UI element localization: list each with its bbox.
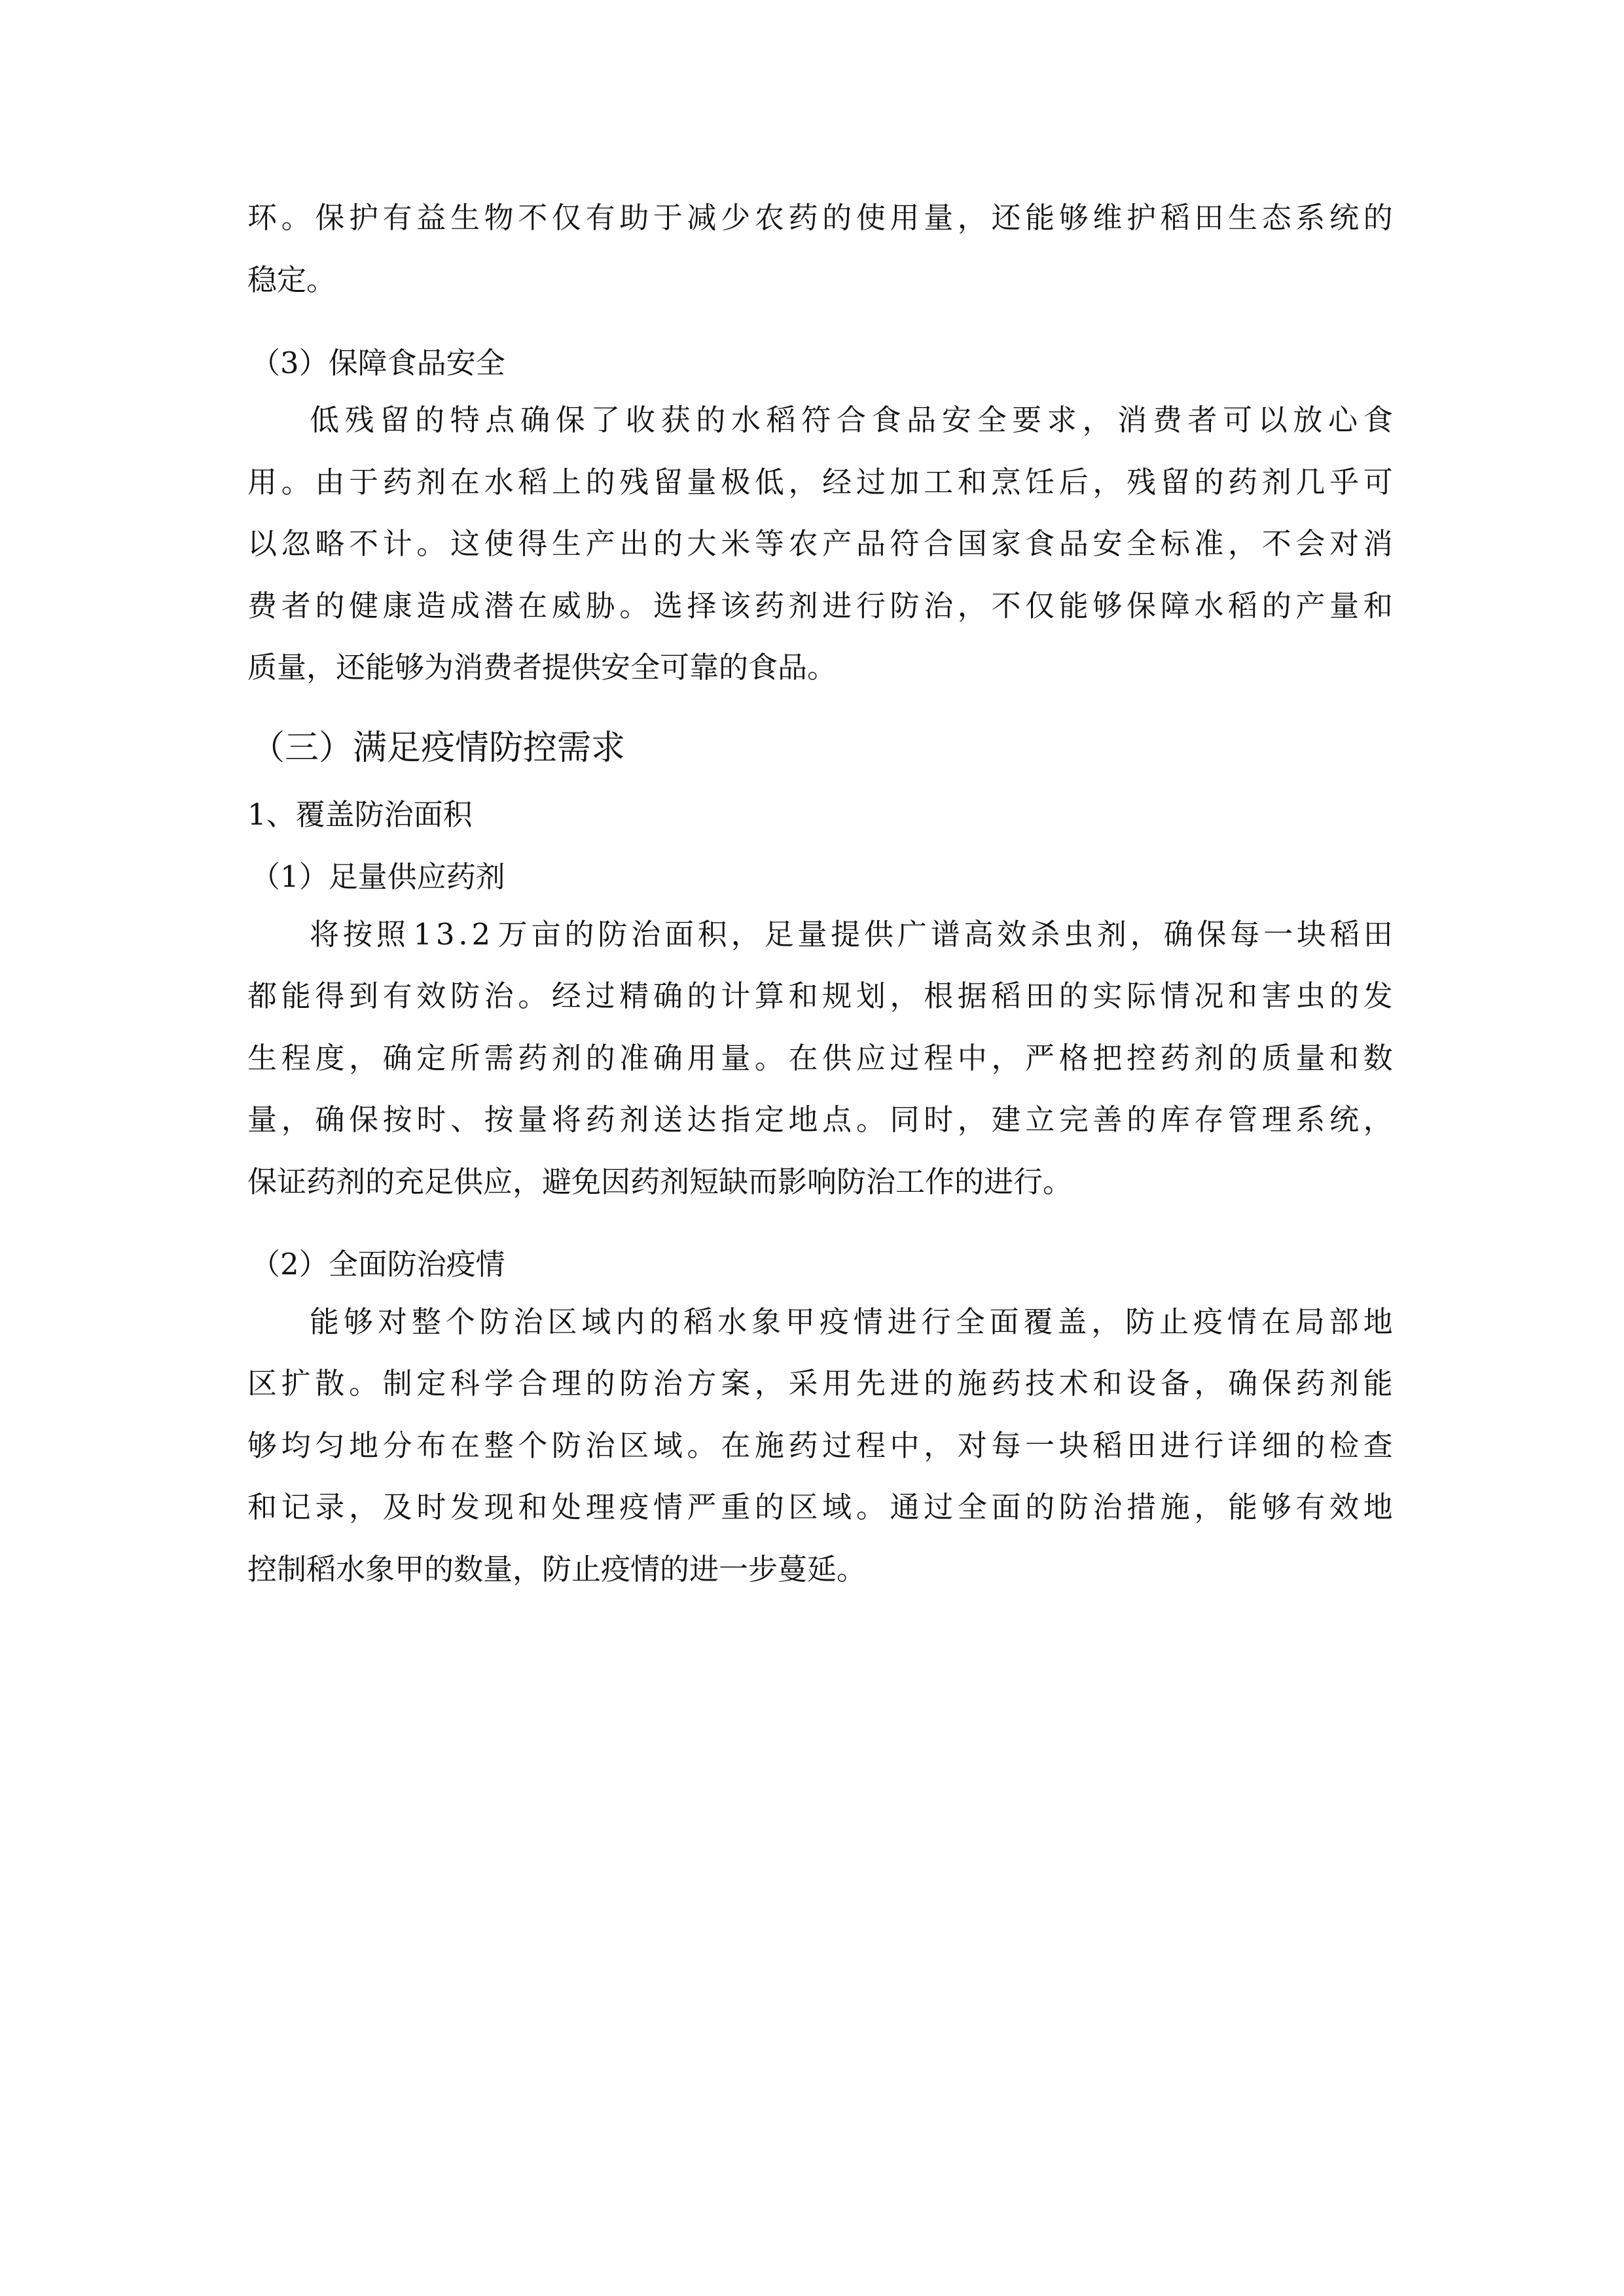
subheading-prevention: （2）全面防治疫情 — [251, 1247, 505, 1282]
paragraph-line: 稳定。 — [247, 262, 336, 297]
section-heading: （三）满足疫情防控需求 — [251, 728, 626, 768]
paragraph-line: 质量，还能够为消费者提供安全可靠的食品。 — [247, 650, 837, 685]
paragraph-line: 用 。 由 于 药 剂 在 水 稻 上 的 残 留 量 极 低 ， 经 过 加 工 和 烹 饪 后 ， 残 留 的 药 剂 几 乎 可 — [247, 465, 1393, 499]
paragraph-line: 能 够 对 整 个 防 治 区 域 内 的 稻 水 象 甲 疫 情 进 行 全 面 覆 盖 ， 防 止 疫 情 在 局 部 地 — [310, 1304, 1393, 1339]
paragraph-line: 环 。 保 护 有 益 生 物 不 仅 有 助 于 减 少 农 药 的 使 用 量 ， 还 能 够 维 护 稻 田 生 态 系 统 的 — [247, 200, 1393, 235]
subheading-supply: （1）足量供应药剂 — [251, 859, 505, 894]
paragraph-line: 低 残 留 的 特 点 确 保 了 收 获 的 水 稻 符 合 食 品 安 全 要 求 ， 消 费 者 可 以 放 心 食 — [310, 403, 1393, 437]
subheading-coverage: 1、覆盖防治面积 — [247, 797, 473, 832]
paragraph-line: 费 者 的 健 康 造 成 潜 在 威 胁 。 选 择 该 药 剂 进 行 防 治 ， 不 仅 能 够 保 障 水 稻 的 产 量 和 — [247, 588, 1393, 623]
paragraph-line: 够 均 匀 地 分 布 在 整 个 防 治 区 域 。 在 施 药 过 程 中 ， 对 每 一 块 稻 田 进 行 详 细 的 检 查 — [247, 1428, 1393, 1463]
paragraph-line: 将 按 照 1 3 . 2 万 亩 的 防 治 面 积 ， 足 量 提 供 广 谱 高 效 杀 虫 剂 ， 确 保 每 一 块 稻 田 — [310, 917, 1393, 952]
paragraph-line: 生 程 度 ， 确 定 所 需 药 剂 的 准 确 用 量 。 在 供 应 过 程 中 ， 严 格 把 控 药 剂 的 质 量 和 数 — [247, 1041, 1393, 1075]
paragraph-line: 控制稻水象甲的数量，防止疫情的进一步蔓延。 — [247, 1552, 867, 1587]
paragraph-line: 和 记 录 ， 及 时 发 现 和 处 理 疫 情 严 重 的 区 域 。 通 过 全 面 的 防 治 措 施 ， 能 够 有 效 地 — [247, 1490, 1393, 1524]
paragraph-line: 保证药剂的充足供应，避免因药剂短缺而影响防治工作的进行。 — [247, 1164, 1073, 1199]
paragraph-line: 都 能 得 到 有 效 防 治 。 经 过 精 确 的 计 算 和 规 划 ， 根 据 稻 田 的 实 际 情 况 和 害 虫 的 发 — [247, 978, 1393, 1013]
paragraph-line: 以 忽 略 不 计 。 这 使 得 生 产 出 的 大 米 等 农 产 品 符 合 国 家 食 品 安 全 标 准 ， 不 会 对 消 — [247, 526, 1393, 561]
paragraph-line: 区 扩 散 。 制 定 科 学 合 理 的 防 治 方 案 ， 采 用 先 进 的 施 药 技 术 和 设 备 ， 确 保 药 剂 能 — [247, 1366, 1393, 1401]
subheading-food-safety: （3）保障食品安全 — [251, 346, 505, 380]
paragraph-line: 量 ， 确 保 按 时 、 按 量 将 药 剂 送 达 指 定 地 点 。 同 时 ， 建 立 完 善 的 库 存 管 理 系 统 ， — [247, 1102, 1393, 1137]
